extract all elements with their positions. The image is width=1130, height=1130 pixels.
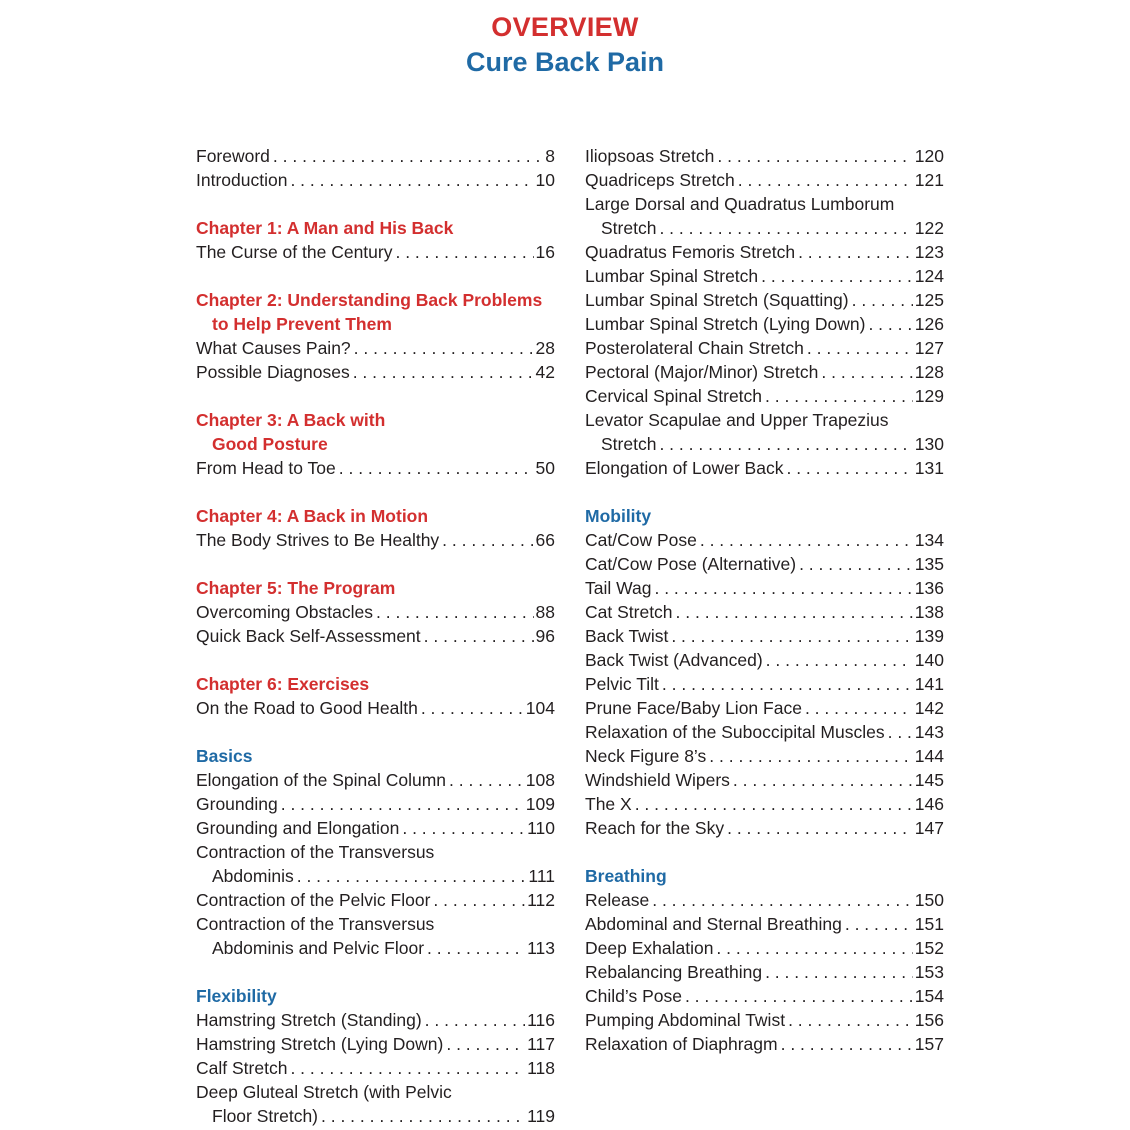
toc-entry (585, 624, 944, 648)
toc-entry (196, 816, 555, 840)
toc-entry-title: Elongation of Lower Back (585, 458, 784, 478)
toc-entry (196, 936, 555, 960)
toc-page-number: 139 (914, 626, 944, 646)
dot-leader (788, 1008, 913, 1032)
toc-entry-title: Contraction of the Pelvic Floor (196, 890, 431, 910)
toc-entry (196, 1104, 555, 1128)
toc-entry-title: Lumbar Spinal Stretch (Squatting) (585, 290, 849, 310)
toc-entry (585, 936, 944, 960)
toc-entry-title: Abdominis (212, 866, 294, 886)
toc-page-number: 152 (914, 938, 944, 958)
dot-leader (717, 144, 912, 168)
toc-entry (585, 216, 944, 240)
toc-entry (585, 384, 944, 408)
toc-entry-title: Prune Face/Baby Lion Face (585, 698, 802, 718)
toc-entry-title: The X (585, 794, 632, 814)
toc-page-number: 88 (535, 602, 555, 622)
chapter-heading: Chapter 1: A Man and His Back (196, 218, 454, 238)
toc-page-number: 146 (914, 794, 944, 814)
toc-entry-title: The Curse of the Century (196, 242, 393, 262)
toc-entry-title: Lumbar Spinal Stretch (585, 266, 759, 286)
dot-leader (449, 768, 524, 792)
toc-page-number: 130 (914, 434, 944, 454)
chapter-heading: Chapter 5: The Program (196, 578, 396, 598)
dot-leader (654, 576, 912, 600)
toc-entry (585, 336, 944, 360)
toc-entry (196, 792, 555, 816)
toc-page-number: 109 (525, 794, 555, 814)
toc-entry (585, 696, 944, 720)
toc-page-number: 110 (527, 818, 555, 838)
toc-entry-title: Quadratus Femoris Stretch (585, 242, 796, 262)
toc-entry (196, 456, 555, 480)
toc-entry-title: Pectoral (Major/Minor) Stretch (585, 362, 819, 382)
toc-page-number: 16 (535, 242, 555, 262)
page-title: OVERVIEW (491, 12, 639, 42)
toc-entry-title: Quadriceps Stretch (585, 170, 735, 190)
toc-page-number: 153 (914, 962, 944, 982)
toc-entry-title: Windshield Wipers (585, 770, 730, 790)
toc-entry-title-line: Contraction of the Transversus (196, 914, 435, 934)
dot-leader (807, 336, 913, 360)
toc-entry-title: Floor Stretch) (212, 1106, 318, 1126)
toc-page-number: 116 (527, 1010, 555, 1030)
toc-entry-title: Iliopsoas Stretch (585, 146, 715, 166)
spacer (196, 192, 555, 216)
dot-leader (339, 456, 534, 480)
spacer (196, 648, 555, 672)
toc-entry (196, 768, 555, 792)
dot-leader (427, 936, 525, 960)
dot-leader (700, 528, 913, 552)
dot-leader (799, 552, 913, 576)
dot-leader (290, 1056, 525, 1080)
toc-entry (585, 744, 944, 768)
toc-entry-title: Cat Stretch (585, 602, 673, 622)
dot-leader (395, 240, 533, 264)
dot-leader (421, 696, 524, 720)
dot-leader (761, 264, 913, 288)
section-heading: Flexibility (196, 986, 277, 1006)
toc-entry (196, 1032, 555, 1056)
toc-entry (196, 336, 555, 360)
toc-page-number: 138 (914, 602, 944, 622)
dot-leader (662, 672, 913, 696)
toc-page-number: 145 (914, 770, 944, 790)
dot-leader (738, 168, 913, 192)
toc-page-number: 122 (914, 218, 944, 238)
dot-leader (727, 816, 913, 840)
toc-entry-title: Elongation of the Spinal Column (196, 770, 447, 790)
dot-leader (321, 1104, 525, 1128)
toc-entry (585, 240, 944, 264)
toc-page-number: 150 (914, 890, 944, 910)
toc-entry-title: Rebalancing Breathing (585, 962, 763, 982)
toc-entry (585, 600, 944, 624)
dot-leader (685, 984, 913, 1008)
toc-entry (585, 984, 944, 1008)
dot-leader (845, 912, 913, 936)
toc-entry (585, 888, 944, 912)
toc-entry-title: Release (585, 890, 650, 910)
dot-leader (442, 528, 533, 552)
toc-entry (196, 600, 555, 624)
toc-page-number: 111 (528, 866, 555, 886)
toc-entry-title: Possible Diagnoses (196, 362, 350, 382)
toc-entry-title: Introduction (196, 170, 288, 190)
dot-leader (402, 816, 525, 840)
dot-leader (821, 360, 912, 384)
toc-entry-title: Grounding and Elongation (196, 818, 400, 838)
toc-entry-title: Relaxation of Diaphragm (585, 1034, 778, 1054)
toc-entry-title: Back Twist (Advanced) (585, 650, 763, 670)
toc-entry (196, 624, 555, 648)
toc-page-number: 123 (914, 242, 944, 262)
toc-entry (585, 576, 944, 600)
toc-entry (585, 816, 944, 840)
toc-page-number: 42 (535, 362, 555, 382)
toc-entry-title-line: Large Dorsal and Quadratus Lumborum (585, 194, 895, 214)
toc-entry (196, 240, 555, 264)
toc-entry-title-line: Deep Gluteal Stretch (with Pelvic (196, 1082, 452, 1102)
toc-entry (196, 1056, 555, 1080)
dot-leader (354, 336, 534, 360)
toc-entry-title: Hamstring Stretch (Standing) (196, 1010, 422, 1030)
toc-entry (585, 528, 944, 552)
toc-entry-title: Relaxation of the Suboccipital Muscles (585, 722, 885, 742)
toc-entry-title: Cervical Spinal Stretch (585, 386, 763, 406)
toc-entry (196, 864, 555, 888)
toc-entry-title: Lumbar Spinal Stretch (Lying Down) (585, 314, 866, 334)
toc-entry (585, 168, 944, 192)
dot-leader (765, 960, 913, 984)
toc-entry (585, 960, 944, 984)
toc-entry-title: Cat/Cow Pose (Alternative) (585, 554, 797, 574)
toc-page-number: 141 (914, 674, 944, 694)
toc-entry-title: Overcoming Obstacles (196, 602, 374, 622)
dot-leader (290, 168, 533, 192)
toc-entry-title: Abdominal and Sternal Breathing (585, 914, 842, 934)
toc-page-number: 113 (527, 938, 555, 958)
toc-entry (196, 144, 555, 168)
toc-entry (196, 1008, 555, 1032)
toc-entry-title: On the Road to Good Health (196, 698, 418, 718)
dot-leader (281, 792, 524, 816)
chapter-heading: Good Posture (212, 434, 328, 454)
toc-entry-title: Deep Exhalation (585, 938, 714, 958)
toc-entry-title: Pelvic Tilt (585, 674, 659, 694)
toc-page-number: 112 (527, 890, 555, 910)
toc-entry (585, 456, 944, 480)
dot-leader (671, 624, 912, 648)
dot-leader (659, 432, 912, 456)
toc-page-number: 124 (914, 266, 944, 286)
toc-entry-title-line: Levator Scapulae and Upper Trapezius (585, 410, 889, 430)
toc-page-number: 120 (914, 146, 944, 166)
toc-entry-title: Child’s Pose (585, 986, 682, 1006)
toc-page-number: 10 (535, 170, 555, 190)
toc-entry-title: Tail Wag (585, 578, 652, 598)
toc-page-number: 129 (914, 386, 944, 406)
dot-leader (709, 744, 913, 768)
dot-leader (635, 792, 913, 816)
chapter-heading: Chapter 6: Exercises (196, 674, 370, 694)
toc-left-column (196, 144, 555, 1128)
dot-leader (433, 888, 525, 912)
section-heading: Mobility (585, 506, 652, 526)
chapter-heading: Chapter 2: Understanding Back Problems (196, 290, 543, 310)
toc-page-number: 126 (914, 314, 944, 334)
dot-leader (852, 288, 913, 312)
toc-entry (196, 168, 555, 192)
toc-page-number: 104 (525, 698, 555, 718)
dot-leader (376, 600, 534, 624)
toc-entry-title: Cat/Cow Pose (585, 530, 697, 550)
toc-entry-title: From Head to Toe (196, 458, 336, 478)
toc-entry-title: The Body Strives to Be Healthy (196, 530, 440, 550)
toc-page-number: 142 (914, 698, 944, 718)
toc-page-number: 128 (914, 362, 944, 382)
toc-entry (585, 672, 944, 696)
dot-leader (652, 888, 913, 912)
toc-entry (585, 648, 944, 672)
toc-entry (585, 720, 944, 744)
toc-page-number: 131 (914, 458, 944, 478)
toc-page-number: 8 (545, 146, 555, 166)
dot-leader (353, 360, 534, 384)
toc-page-number: 28 (535, 338, 555, 358)
toc-page-number: 96 (535, 626, 555, 646)
toc-page-number: 66 (535, 530, 555, 550)
toc-page-number: 125 (914, 290, 944, 310)
toc-entry-title: Posterolateral Chain Stretch (585, 338, 804, 358)
section-heading: Basics (196, 746, 253, 766)
toc-page-number: 118 (527, 1058, 555, 1078)
toc-entry (585, 792, 944, 816)
dot-leader (273, 144, 543, 168)
toc-entry-title: Pumping Abdominal Twist (585, 1010, 786, 1030)
toc-entry (585, 288, 944, 312)
section-heading: Breathing (585, 866, 667, 886)
toc-page-number: 136 (914, 578, 944, 598)
toc-entry-title-line: Contraction of the Transversus (196, 842, 435, 862)
spacer (196, 480, 555, 504)
dot-leader (446, 1032, 525, 1056)
toc-entry (585, 264, 944, 288)
toc-page-number: 157 (914, 1034, 944, 1054)
dot-leader (676, 600, 913, 624)
book-title: Cure Back Pain (465, 47, 665, 77)
spacer (585, 480, 944, 504)
dot-leader (659, 216, 912, 240)
toc-page-number: 154 (914, 986, 944, 1006)
dot-leader (716, 936, 912, 960)
toc-page-number: 108 (525, 770, 555, 790)
toc-entry (196, 888, 555, 912)
toc-entry-title: Reach for the Sky (585, 818, 725, 838)
dot-leader (766, 648, 913, 672)
spacer (196, 552, 555, 576)
spacer (196, 264, 555, 288)
toc-entry (585, 144, 944, 168)
spacer (196, 384, 555, 408)
toc-page-number: 140 (914, 650, 944, 670)
toc-entry (585, 432, 944, 456)
toc-entry-title: Abdominis and Pelvic Floor (212, 938, 425, 958)
toc-entry (585, 1008, 944, 1032)
toc-entry (196, 360, 555, 384)
toc-page-number: 135 (914, 554, 944, 574)
toc-entry (585, 312, 944, 336)
dot-leader (798, 240, 913, 264)
toc-page-number: 156 (914, 1010, 944, 1030)
toc-right-column (585, 144, 944, 1056)
toc-entry (585, 360, 944, 384)
toc-page-number: 119 (527, 1106, 555, 1126)
dot-leader (888, 720, 913, 744)
dot-leader (297, 864, 527, 888)
toc-page-number: 117 (527, 1034, 555, 1054)
toc-entry-title: Hamstring Stretch (Lying Down) (196, 1034, 444, 1054)
toc-page-number: 144 (914, 746, 944, 766)
toc-entry-title: Grounding (196, 794, 278, 814)
chapter-heading: Chapter 4: A Back in Motion (196, 506, 429, 526)
toc-entry (585, 912, 944, 936)
toc-entry-title: Quick Back Self-Assessment (196, 626, 421, 646)
toc-entry (585, 552, 944, 576)
toc-entry (585, 1032, 944, 1056)
toc-entry-title: Calf Stretch (196, 1058, 288, 1078)
toc-page-number: 143 (914, 722, 944, 742)
dot-leader (868, 312, 912, 336)
toc-page-number: 134 (914, 530, 944, 550)
toc-entry-title: Stretch (601, 218, 657, 238)
toc-entry (196, 696, 555, 720)
dot-leader (786, 456, 912, 480)
spacer (585, 840, 944, 864)
toc-entry (196, 528, 555, 552)
toc-page-number: 127 (914, 338, 944, 358)
toc-page-number: 151 (914, 914, 944, 934)
toc-page-number: 121 (914, 170, 944, 190)
toc-page-number: 50 (535, 458, 555, 478)
toc-entry-title: What Causes Pain? (196, 338, 351, 358)
chapter-heading: Chapter 3: A Back with (196, 410, 386, 430)
dot-leader (425, 1008, 525, 1032)
toc-entry (585, 768, 944, 792)
dot-leader (733, 768, 913, 792)
spacer (196, 960, 555, 984)
dot-leader (765, 384, 913, 408)
spacer (196, 720, 555, 744)
dot-leader (781, 1032, 913, 1056)
dot-leader (424, 624, 534, 648)
toc-entry-title: Stretch (601, 434, 657, 454)
toc-entry-title: Back Twist (585, 626, 669, 646)
page-header (0, 10, 1130, 80)
chapter-heading: to Help Prevent Them (212, 314, 392, 334)
toc-entry-title: Neck Figure 8’s (585, 746, 707, 766)
toc-entry-title: Foreword (196, 146, 270, 166)
dot-leader (805, 696, 913, 720)
toc-page-number: 147 (914, 818, 944, 838)
